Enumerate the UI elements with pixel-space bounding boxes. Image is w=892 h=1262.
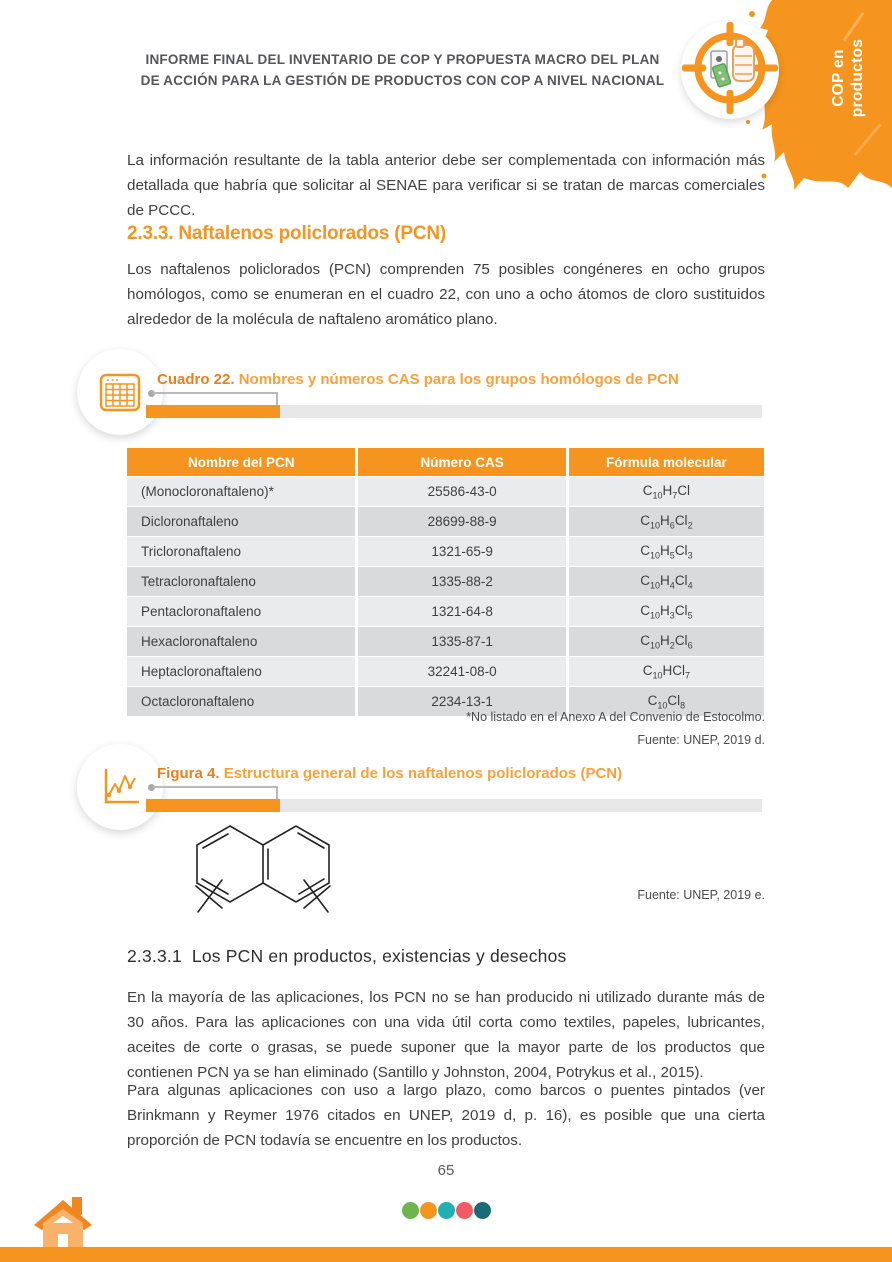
- connector-line: [276, 786, 278, 800]
- footer-dot: [420, 1202, 437, 1219]
- table-row: [127, 657, 764, 687]
- report-header-title: [140, 49, 665, 91]
- table-caption: [157, 371, 679, 388]
- table-row: [127, 567, 764, 597]
- cas-number-cell: 1335-87-1: [357, 627, 567, 657]
- pcn-name-cell: Tricloronaftaleno: [127, 537, 357, 567]
- subsection-paragraph-2: Para algunas aplicaciones con uso a largo plazo, como barcos o puentes pintados (ver Brinkmann y Reymer 1976 citados en UNEP, 2019 d, p. 16), es posible que una cierta proporción de PCN todavía se encuentre en los productos.: [127, 1082, 765, 1149]
- intro-paragraph: La información resultante de la tabla anterior debe ser complementada con información más detallada que habría que solicitar al SENAE para verificar si se tratan de marcas comerciales de PCCC.: [127, 152, 765, 219]
- cas-number-cell: 1321-65-9: [357, 537, 567, 567]
- cas-number-cell: 28699-88-9: [357, 507, 567, 537]
- connector-line: [153, 392, 277, 394]
- footer-dots: [0, 1202, 892, 1219]
- table-row: [127, 507, 764, 537]
- table-caption-title: Nombres y números CAS para los grupos homólogos de PCN: [238, 371, 679, 388]
- formula-cell: $C_{10}H_2Cl_6$: [567, 627, 764, 657]
- figure-caption-title: Estructura general de los naftalenos policlorados (PCN): [223, 765, 623, 782]
- table-notes: [466, 706, 765, 752]
- column-header-cas: Número CAS: [357, 448, 567, 477]
- formula-cell: $C_{10}Cl_8$: [567, 687, 764, 717]
- table-caption-label: Cuadro 22.: [157, 371, 235, 388]
- section-heading: 2.3.3. Naftalenos policlorados (PCN): [127, 223, 447, 244]
- table-footnote: *No listado en el Anexo A del Convenio de Estocolmo.: [466, 710, 765, 724]
- formula-cell: $C_{10}H_7Cl$: [567, 477, 764, 507]
- formula-cell: $C_{10}H_3Cl_5$: [567, 597, 764, 627]
- footer-dot: [456, 1202, 473, 1219]
- footer-bar: [0, 1247, 892, 1262]
- cas-number-cell: 1335-88-2: [357, 567, 567, 597]
- side-banner-line2: productos: [849, 38, 866, 118]
- pcn-name-cell: Tetracloronaftaleno: [127, 567, 357, 597]
- connector-line: [276, 392, 278, 406]
- footer-dot: [402, 1202, 419, 1219]
- column-header-name: Nombre del PCN: [127, 448, 357, 477]
- cas-number-cell: 2234-13-1: [357, 687, 567, 717]
- formula-cell: $C_{10}HCl_7$: [567, 657, 764, 687]
- table-title-bar: [146, 405, 762, 418]
- pcn-name-cell: Pentacloronaftaleno: [127, 597, 357, 627]
- column-header-formula: Fórmula molecular: [567, 448, 764, 477]
- section-paragraph: Los naftalenos policlorados (PCN) comprenden 75 posibles congéneres en ocho grupos homólogos, como se enumeran en el cuadro 22, con uno a ocho átomos de cloro sustituidos alrededor de la molécula de naftaleno aromático plano.: [127, 261, 765, 328]
- report-header-line2: DE ACCIÓN PARA LA GESTIÓN DE PRODUCTOS CON COP A NIVEL NACIONAL: [140, 73, 665, 88]
- footer-dot: [474, 1202, 491, 1219]
- subsection-title: Los PCN en productos, existencias y desechos: [191, 946, 567, 966]
- page-number: 65: [437, 1162, 455, 1179]
- table-grid-icon: [97, 369, 143, 415]
- figure-caption-label: Figura 4.: [157, 765, 220, 782]
- formula-cell: $C_{10}H_5Cl_3$: [567, 537, 764, 567]
- table-header-row: [127, 448, 764, 477]
- subsection-number: 2.3.3.1: [127, 946, 182, 966]
- side-banner: [788, 18, 892, 138]
- cas-number-cell: 1321-64-8: [357, 597, 567, 627]
- subsection-heading: [127, 946, 566, 967]
- pcn-name-cell: Dicloronaftaleno: [127, 507, 357, 537]
- products-target-icon: [681, 21, 779, 119]
- pcn-name-cell: Hexacloronaftaleno: [127, 627, 357, 657]
- figure-source: Fuente: UNEP, 2019 e.: [637, 888, 765, 902]
- side-banner-line1: COP en: [830, 49, 847, 107]
- table-row: [127, 597, 764, 627]
- pcn-name-cell: (Monocloronaftaleno)*: [127, 477, 357, 507]
- subsection-paragraph-1: En la mayoría de las aplicaciones, los PCN no se han producido ni utilizado durante más de 30 años. Para las aplicaciones con una vida útil corta como textiles, papeles, lubricantes, aceites de corte o grasas, se puede suponer que la mayor parte de los productos que contienen PCN ya se han eliminado (Santillo y Johnston, 2004, Potrykus et al., 2015).: [127, 989, 765, 1081]
- connector-line: [153, 786, 277, 788]
- pcn-name-cell: Heptacloronaftaleno: [127, 657, 357, 687]
- table-row: [127, 477, 764, 507]
- figure-caption: [157, 765, 622, 782]
- pcn-table-body: [127, 477, 764, 717]
- cas-number-cell: 32241-08-0: [357, 657, 567, 687]
- report-header-line1: INFORME FINAL DEL INVENTARIO DE COP Y PROPUESTA MACRO DEL PLAN: [145, 52, 660, 67]
- pcn-name-cell: Octacloronaftaleno: [127, 687, 357, 717]
- cas-number-cell: 25586-43-0: [357, 477, 567, 507]
- figure-title-bar: [146, 799, 762, 812]
- line-chart-icon: [97, 764, 143, 810]
- footer-dot: [438, 1202, 455, 1219]
- table-row: [127, 537, 764, 567]
- pcn-homolog-table: [127, 448, 764, 716]
- formula-cell: $C_{10}H_4Cl_4$: [567, 567, 764, 597]
- table-source: Fuente: UNEP, 2019 d.: [637, 733, 765, 747]
- table-row: [127, 627, 764, 657]
- formula-cell: $C_{10}H_6Cl_2$: [567, 507, 764, 537]
- naphthalene-structure-figure: [178, 818, 346, 922]
